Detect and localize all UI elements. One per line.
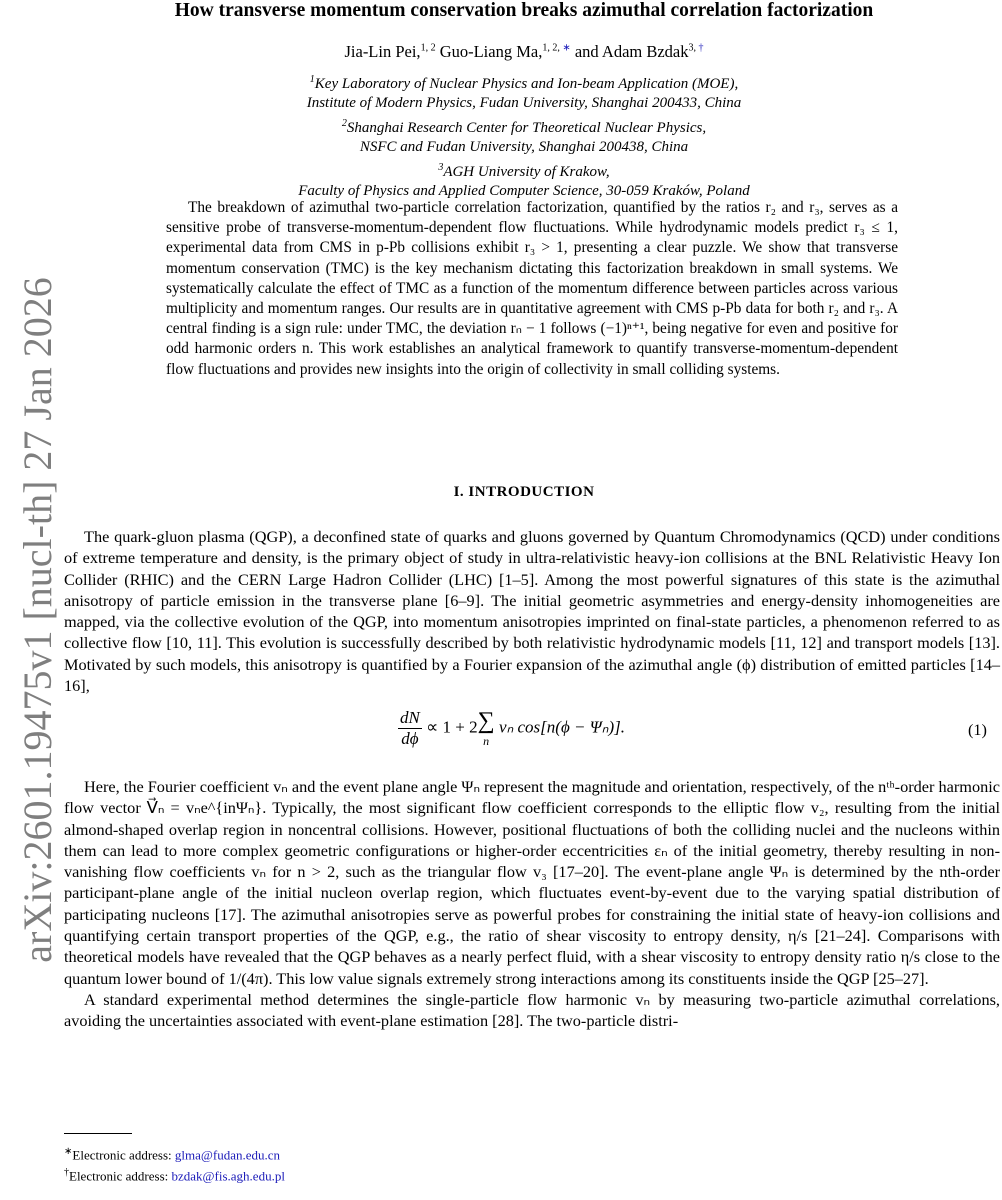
footnote-1: ∗Electronic address: glma@fudan.edu.cn — [64, 1146, 281, 1163]
intro-paragraph-3-text: A standard experimental method determines the single-particle flow harmonic vₙ by measuring two-particle azimuthal correlations, avoiding the uncertainties associated with event-plane estimation [28]. The two-particle distri- — [64, 989, 1000, 1031]
author-list — [64, 42, 984, 62]
affiliation-line: Faculty of Physics and Applied Computer Science, 30-059 Kraków, Poland — [298, 183, 750, 200]
equation-sum — [478, 709, 495, 749]
intro-paragraph-1 — [64, 526, 1000, 696]
paper-title: How transverse momentum conservation breaks azimuthal correlation factorization — [174, 0, 874, 21]
author-bzdak-footnote-link[interactable]: † — [698, 42, 704, 54]
abstract — [166, 198, 898, 380]
arxiv-identifier-stamp: arXiv:2601.19475v1 [nucl-th] 27 Jan 2026 — [15, 277, 60, 963]
affiliations — [64, 70, 984, 201]
sum-index: n — [483, 733, 490, 748]
author-ma-affil: 1, 2, — [542, 42, 560, 54]
affiliation-line: $^2$Shanghai Research Center for Theoretical Nuclear Physics, — [341, 117, 707, 136]
footnotes — [64, 1143, 664, 1185]
equation-denominator: dϕ — [401, 729, 419, 748]
author-ma-footnote-link[interactable]: ∗ — [562, 42, 571, 54]
intro-paragraphs-2-3 — [64, 776, 1000, 1032]
intro-paragraph-1-text: The quark-gluon plasma (QGP), a deconfined state of quarks and gluons governed by Quantum Chromodynamics (QCD) under conditions of extreme temperature and density, is the primary object of study in ultra-relativistic heavy-ion collisions at the BNL Relativistic Heavy Ion Collider (RHIC) and the CERN Large Hadron Collider (LHC) [1–5]. Among the most powerful signatures of this state is the azimuthal anisotropy of particle emission in the transverse plane [6–9]. The initial geometric asymmetries and energy-density inhomogeneities are mapped, via the collective evolution of the QGP, into momentum anisotropies imprinted on final-state particles, a phenomenon referred to as collective flow [10, 11]. This evolution is successfully described by both relativistic hydrodynamic models [11, 12] and transport models [13]. Motivated by such models, this anisotropy is quantified by a Fourier expansion of the azimuthal angle (ϕ) distribution of emitted particles [14–16], — [64, 527, 1000, 696]
intro-paragraph-2-text: Here, the Fourier coefficient vₙ and the event plane angle Ψₙ represent the magnitude and orientation, respectively, of the nᵗʰ-order harmonic flow vector V⃗ₙ = vₙe^{inΨₙ}. Typically, the most significant flow coefficient corresponds to the elliptic flow v₂, resulting from the initial almond-shaped overlap region in noncentral collisions. However, positional fluctuations of both the colliding nuclei and the nucleons within them can lead to more complex geometric configurations or higher-order eccentricities εₙ of the initial geometry, thereby resulting in non-vanishing flow coefficients vₙ for n > 2, such as the triangular flow v₃ [17–20]. The event-plane angle Ψₙ is determined by the nth-order participant-plane angle of the initial nucleon overlap region, which fluctuates event-by-event due to the varying spatial distribution of participating nucleons [17]. The azimuthal anisotropies serve as powerful probes for constraining the initial state of heavy-ion collisions and quantifying certain transport properties of the QGP, e.g., the ratio of shear viscosity to entropy density, η/s [21–24]. Comparisons with theoretical models have revealed that the QGP behaves as a nearly perfect fluid, with a shear viscosity to entropy density ratio η/s close to the quantum lower bound of 1/(4π). This low value signals extremely strong interactions among its constituents inside the QGP [25–27]. — [64, 777, 1000, 988]
footnote-2: †Electronic address: bzdak@fis.agh.edu.pl — [64, 1166, 285, 1184]
author-ma: Guo-Liang Ma, — [439, 42, 543, 61]
equation-1 — [398, 708, 625, 749]
equation-numerator: dN — [400, 708, 420, 727]
footnote-divider — [64, 1133, 132, 1134]
author-pei-affil: 1, 2 — [420, 42, 436, 54]
author-bzdak: and Adam Bzdak — [574, 42, 689, 61]
affiliation-line: $^1$Key Laboratory of Nuclear Physics and Ion-beam Application (MOE), — [309, 74, 739, 92]
author-pei: Jia-Lin Pei, — [344, 42, 421, 61]
abstract-text: The breakdown of azimuthal two-particle correlation factorization, quantified by the ratios r₂ and r₃, serves as a sensitive probe of transverse-momentum-dependent flow fluctuations. While hydrodynamic models predict r₃ ≤ 1, experimental data from CMS in p-Pb collisions exhibit r₃ > 1, presenting a clear puzzle. We show that transverse momentum conservation (TMC) is the key mechanism dictating this factorization breakdown in small systems. We systematically calculate the effect of TMC as a function of the momentum difference between particles across various multiplicity and momentum ranges. Our results are in quantitative agreement with CMS p-Pb data for both r₂ and r₃. A central finding is a sign rule: under TMC, the deviation rₙ − 1 follows (−1)ⁿ⁺¹, being negative for even and positive for odd harmonic orders n. This work establishes an analytical framework to quantify transverse-momentum-dependent flow fluctuations and provides new insights into the origin of collectivity in small colliding systems. — [166, 199, 898, 378]
section-heading-introduction: I. INTRODUCTION — [453, 484, 595, 500]
equation-fraction — [398, 708, 422, 749]
equation-number: (1) — [968, 720, 987, 739]
equation-rhs-end: vₙ cos[n(ϕ − Ψₙ)]. — [498, 717, 625, 737]
email-link-ma[interactable]: glma@fudan.edu.cn — [174, 1147, 281, 1163]
affiliation-line: $^3$AGH University of Krakow, — [438, 161, 610, 180]
affiliation-line: NSFC and Fudan University, Shanghai 200438, China — [359, 139, 689, 156]
sum-symbol: ∑ — [477, 707, 495, 734]
equation-rhs-start: ∝ 1 + 2 — [426, 717, 478, 737]
author-bzdak-affil: 3, — [688, 42, 696, 54]
affiliation-line: Institute of Modern Physics, Fudan University, Shanghai 200433, China — [306, 95, 742, 112]
email-link-bzdak[interactable]: bzdak@fis.agh.edu.pl — [171, 1168, 285, 1184]
